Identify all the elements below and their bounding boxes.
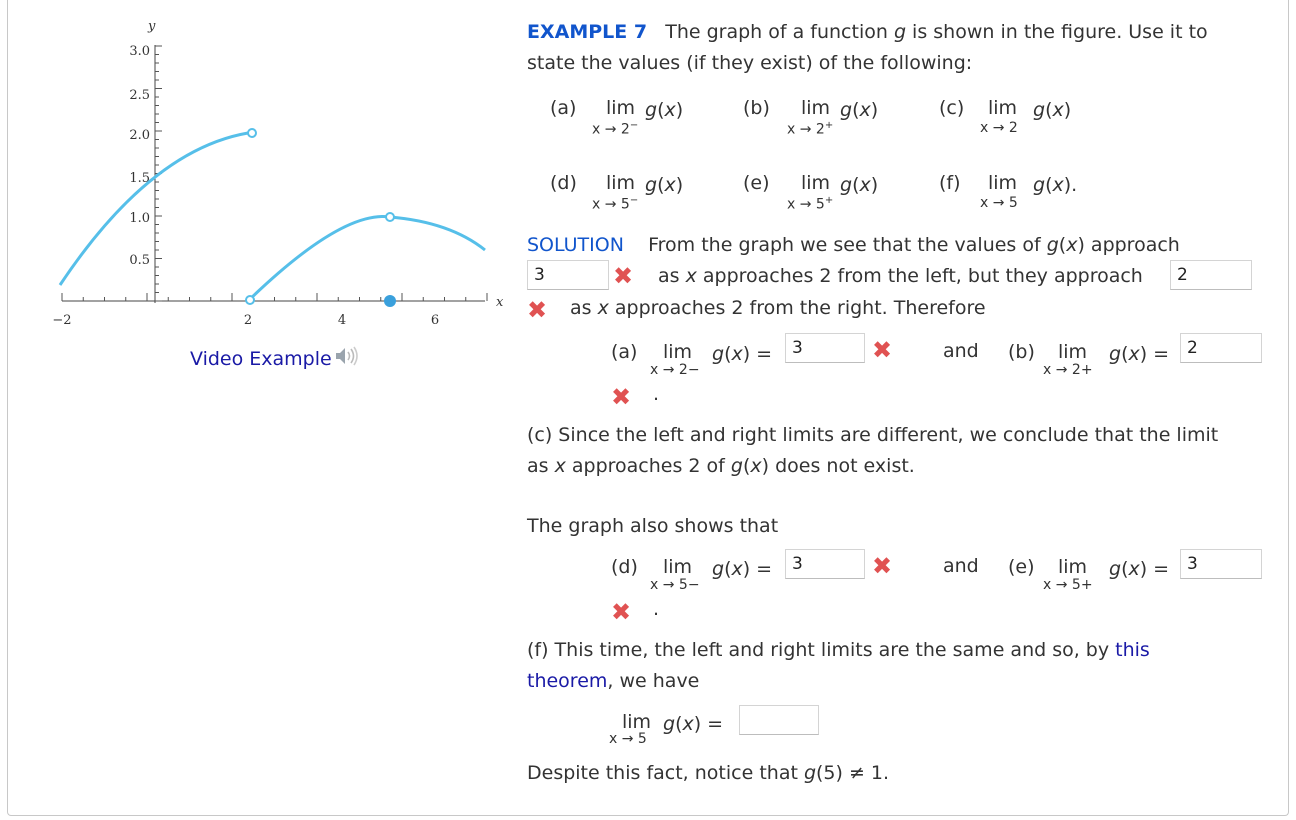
answer-d-input[interactable]: 3 <box>785 549 865 579</box>
limit-d-sub: x → 5− <box>592 195 639 213</box>
answer-e-input[interactable]: 3 <box>1180 549 1262 579</box>
ans-a-expr: g(x) = <box>712 343 773 365</box>
incorrect-x-icon: ✖ <box>613 262 634 290</box>
limit-b-lim: lim <box>801 97 831 119</box>
limit-c-label: (c) <box>939 97 965 119</box>
limit-f-sub: x → 5 <box>980 195 1018 211</box>
answer-a-input[interactable]: 3 <box>785 333 865 363</box>
ans-a-label: (a) <box>611 341 638 363</box>
x-tick-6: 6 <box>430 313 440 328</box>
curve-right-branch <box>248 217 485 302</box>
example-header <box>527 21 1208 43</box>
limit-f-lim: lim <box>988 172 1018 194</box>
despite-text: Despite this fact, notice that g(5) ≠ 1. <box>527 762 890 784</box>
x-tick-neg2: −2 <box>52 313 72 328</box>
theorem-link[interactable]: theorem <box>527 670 608 692</box>
left-limit-answer-input[interactable]: 3 <box>527 260 609 290</box>
limit-a-lim: lim <box>606 97 636 119</box>
part-f-line2: theorem, we have <box>527 670 700 692</box>
incorrect-x-icon: ✖ <box>611 598 632 626</box>
part-c-line2: as x approaches 2 of g(x) does not exist. <box>527 455 915 477</box>
limit-d-lim: lim <box>606 172 636 194</box>
ans-e-lim: lim <box>1058 556 1088 578</box>
limit-d-label: (d) <box>550 172 577 194</box>
part-f-line1: (f) This time, the left and right limits are the same and so, by this <box>527 639 1150 661</box>
ans-f-lim: lim <box>622 711 652 733</box>
open-point-2-2 <box>248 129 256 137</box>
limit-f-label: (f) <box>939 172 961 194</box>
y-tick-labels <box>129 44 150 268</box>
incorrect-x-icon: ✖ <box>611 383 632 411</box>
this-theorem-link[interactable]: this <box>1115 639 1150 661</box>
solution-line1: SOLUTION From the graph we see that the values of g(x) approach <box>527 234 1180 256</box>
ans-d-sub: x → 5− <box>650 577 700 593</box>
y-tick-0-5: 0.5 <box>129 253 150 268</box>
x-tick-2: 2 <box>243 313 253 328</box>
ans-d-lim: lim <box>663 556 693 578</box>
answer-f-input[interactable] <box>739 705 819 735</box>
y-tick-3-0: 3.0 <box>129 44 150 59</box>
limit-c-sub: x → 2 <box>980 120 1018 136</box>
x-tick-4: 4 <box>337 313 347 328</box>
and-label-ab: and <box>943 340 979 362</box>
limit-c-lim: lim <box>988 97 1018 119</box>
limit-c-expr: g(x) <box>1033 99 1072 121</box>
open-point-2-0 <box>246 296 254 304</box>
limit-e-sub: x → 5+ <box>787 195 834 213</box>
open-point-5-1 <box>386 213 394 221</box>
ans-b-sub: x → 2+ <box>1043 362 1093 378</box>
y-tick-2-5: 2.5 <box>129 88 150 103</box>
solution-line2: as x approaches 2 from the left, but they approach <box>658 265 1143 287</box>
ans-f-sub: x → 5 <box>609 731 647 747</box>
ans-e-sub: x → 5+ <box>1043 577 1093 593</box>
video-example-link[interactable] <box>190 345 360 370</box>
x-axis-label: x <box>496 295 504 310</box>
ans-a-sub: x → 2− <box>650 362 700 378</box>
ans-d-label: (d) <box>611 556 638 578</box>
video-example-label[interactable]: Video Example <box>190 348 332 370</box>
limit-e-lim: lim <box>801 172 831 194</box>
speaker-icon[interactable] <box>334 345 360 367</box>
limit-d-expr: g(x) <box>645 174 684 196</box>
solution-line3: as x approaches 2 from the right. Therefore <box>570 297 986 319</box>
also-shows-text: The graph also shows that <box>527 515 779 537</box>
ans-a-lim: lim <box>663 341 693 363</box>
period-de: . <box>653 598 660 620</box>
ans-f-expr: g(x) = <box>663 713 724 735</box>
incorrect-x-icon: ✖ <box>872 336 893 364</box>
limit-a-sub: x → 2− <box>592 120 639 138</box>
solution-label: SOLUTION <box>527 234 624 256</box>
example-title: EXAMPLE 7 <box>527 21 648 43</box>
ans-e-label: (e) <box>1008 556 1035 578</box>
limit-e-label: (e) <box>743 172 770 194</box>
answer-b-input[interactable]: 2 <box>1180 333 1262 363</box>
limit-a-label: (a) <box>550 97 577 119</box>
intro-post: is shown in the figure. Use it to <box>906 21 1208 43</box>
ans-b-expr: g(x) = <box>1109 343 1170 365</box>
ans-b-label: (b) <box>1008 341 1035 363</box>
curve-left-branch <box>60 133 248 285</box>
intro-g: g <box>893 21 907 43</box>
part-c-line1: (c) Since the left and right limits are different, we conclude that the limit <box>527 424 1219 446</box>
ans-d-expr: g(x) = <box>712 558 773 580</box>
limit-b-expr: g(x) <box>840 99 879 121</box>
y-tick-2-0: 2.0 <box>129 128 150 143</box>
ans-b-lim: lim <box>1058 341 1088 363</box>
incorrect-x-icon: ✖ <box>872 552 893 580</box>
limit-b-label: (b) <box>743 97 770 119</box>
limit-e-expr: g(x) <box>840 174 879 196</box>
intro-line2: state the values (if they exist) of the following: <box>527 52 973 74</box>
y-axis-label: y <box>148 19 156 34</box>
function-graph <box>30 10 510 340</box>
filled-point-5-0 <box>384 295 396 307</box>
and-label-de: and <box>943 555 979 577</box>
limit-f-expr: g(x). <box>1033 174 1078 196</box>
incorrect-x-icon: ✖ <box>527 296 548 324</box>
x-tick-labels <box>52 313 439 328</box>
right-limit-answer-input[interactable]: 2 <box>1170 260 1252 290</box>
intro-pre: The graph of a function <box>665 21 894 43</box>
ans-e-expr: g(x) = <box>1109 558 1170 580</box>
period-ab: . <box>653 383 660 405</box>
y-tick-1-0: 1.0 <box>129 211 150 226</box>
y-tick-1-5: 1.5 <box>129 171 150 186</box>
limit-a-expr: g(x) <box>645 99 684 121</box>
limit-b-sub: x → 2+ <box>787 120 834 138</box>
